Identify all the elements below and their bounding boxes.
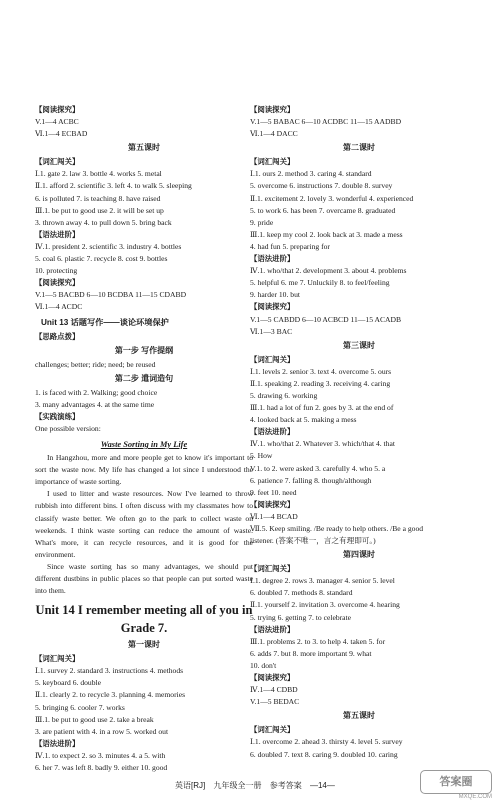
section-tag: 【阅读探究】 bbox=[35, 278, 80, 288]
lesson-heading: 第二课时 bbox=[343, 143, 375, 153]
section-tag: 【语法进阶】 bbox=[35, 738, 80, 748]
answer-line: Ⅱ.1. clearly 2. to recycle 3. planning 4. memories bbox=[35, 690, 186, 700]
section-tag: 【语法进阶】 bbox=[250, 427, 295, 437]
answer-line: Ⅲ.1. keep my cool 2. look back at 3. made a mess bbox=[250, 229, 403, 239]
answer-line: Ⅰ.1. degree 2. rows 3. manager 4. senior 5. level bbox=[250, 576, 395, 586]
lesson-heading: 第二步 遣词造句 bbox=[114, 373, 174, 383]
answer-line: 5. coal 6. plastic 7. recycle 8. cost 9. bottles bbox=[35, 254, 168, 264]
answer-line: Ⅶ.5. Keep smiling. /Be ready to help others. /Be a good bbox=[250, 524, 424, 533]
answer-line: Ⅲ.1. be put to good use 2. take a break bbox=[35, 714, 154, 724]
answer-line: 6. is polluted 7. is teaching 8. have raised bbox=[35, 193, 161, 203]
answer-line: 5. to work 6. has been 7. overcame 8. graduated bbox=[250, 205, 396, 215]
answer-line: 5. overcome 6. instructions 7. double 8. survey bbox=[250, 181, 393, 191]
section-tag: 【词汇闯关】 bbox=[250, 564, 295, 574]
answer-line: Ⅳ.1. who/that 2. development 3. about 4. problems bbox=[250, 266, 407, 276]
footer-subject: 英语[RJ] bbox=[175, 781, 206, 790]
section-tag: 【阅读探究】 bbox=[250, 499, 295, 509]
answer-line: 10. protecting bbox=[35, 266, 78, 276]
section-tag: 【词汇闯关】 bbox=[35, 157, 80, 167]
answer-line: V.1—5 CABDD 6—10 ACBCD 11—15 ACADB bbox=[250, 314, 402, 324]
answer-line: 6. doubled 7. methods 8. standard bbox=[250, 588, 353, 598]
section-tag: 【语法进阶】 bbox=[35, 229, 80, 239]
section-tag: 【阅读探究】 bbox=[250, 302, 295, 312]
answer-line: 6. adds 7. but 8. more important 9. what bbox=[250, 648, 372, 658]
section-tag: 【思路点拨】 bbox=[35, 331, 80, 341]
answer-line: 3. many advantages 4. at the same time bbox=[35, 399, 155, 409]
answer-line: Ⅲ.1. problems 2. to 3. to help 4. taken 5. for bbox=[250, 636, 386, 646]
answer-line: 9. feet 10. need bbox=[250, 487, 297, 497]
answer-line: 5. How bbox=[250, 451, 273, 461]
answer-line: V.1—4 ACBC bbox=[35, 117, 79, 127]
answer-line: Ⅰ.1. overcome 2. ahead 3. thirsty 4. level 5. survey bbox=[250, 737, 403, 747]
unit-heading: Unit 14 I remember meeting all of you in Grade 7. bbox=[35, 603, 253, 636]
answer-line: Ⅵ.1—4 BCAD bbox=[250, 511, 298, 521]
answer-line: 1. is faced with 2. Walking; good choice bbox=[35, 387, 158, 397]
lesson-heading: 第四课时 bbox=[343, 550, 375, 560]
answer-line: 5. trying 6. getting 7. to celebrate bbox=[250, 612, 352, 622]
lesson-heading: 第三课时 bbox=[343, 340, 375, 350]
right-column bbox=[250, 104, 468, 761]
answer-line: challenges; better; ride; need; be reused bbox=[35, 359, 156, 369]
section-tag: 【阅读探究】 bbox=[250, 673, 295, 683]
answer-line: 9. harder 10. but bbox=[250, 290, 300, 300]
footer-section: 参考答案 bbox=[269, 781, 302, 790]
answer-line: 5. drawing 6. working bbox=[250, 390, 318, 400]
answer-line: Ⅳ.1—4 CDBD bbox=[250, 685, 298, 695]
watermark-url: MXQE.COM bbox=[458, 794, 492, 800]
watermark-logo: 答案圈 bbox=[420, 770, 492, 794]
unit-heading: Unit 13 话题写作——谈论环境保护 bbox=[41, 317, 169, 327]
section-tag: 【词汇闯关】 bbox=[35, 654, 80, 664]
answer-line: Ⅱ.1. excitement 2. lovely 3. wonderful 4. experienced bbox=[250, 193, 414, 203]
lesson-heading: 第五课时 bbox=[128, 143, 160, 153]
lesson-heading: 第一步 写作提纲 bbox=[114, 345, 174, 355]
section-tag: 【语法进阶】 bbox=[250, 624, 295, 634]
answer-line: Ⅳ.1. to expect 2. so 3. minutes 4. a 5. with bbox=[35, 750, 166, 760]
section-tag: 【词汇闯关】 bbox=[250, 354, 295, 364]
answer-line: Ⅱ.1. speaking 2. reading 3. receiving 4. caring bbox=[250, 378, 391, 388]
answer-line: V.1—5 BACBD 6—10 BCDBA 11—15 CDABD bbox=[35, 290, 187, 300]
section-tag: 【阅读探究】 bbox=[35, 105, 80, 114]
answer-line: Ⅰ.1. gate 2. law 3. bottle 4. works 5. metal bbox=[35, 169, 162, 179]
answer-line: V.1—5 BABAC 6—10 ACDBC 11—15 AADBD bbox=[250, 117, 402, 127]
answer-line: 6. her 7. was left 8. badly 9. either 10. good bbox=[35, 763, 168, 773]
answer-line: Ⅰ.1. ours 2. method 3. caring 4. standard bbox=[250, 169, 372, 179]
answer-line: Ⅰ.1. levels 2. senior 3. text 4. overcome 5. ours bbox=[250, 366, 392, 376]
footer-page-number: —14— bbox=[309, 781, 335, 790]
answer-line: 9. pride bbox=[250, 217, 274, 227]
section-tag: 【语法进阶】 bbox=[250, 254, 295, 264]
essay-paragraph: Since waste sorting has so many advantages, we should put different dustbins in public places so that people can put sorted waste into them. bbox=[35, 561, 253, 596]
footer-grade: 九年级全一册 bbox=[213, 781, 262, 790]
answer-line: Ⅲ.1. be put to good use 2. it will be set up bbox=[35, 205, 164, 215]
section-tag: 【阅读探究】 bbox=[250, 105, 295, 114]
essay-paragraph: In Hangzhou, more and more people get to know it's important to sort the waste now. My life has changed a lot since I understood the importance of waste sorting. bbox=[35, 453, 253, 487]
answer-line: 3. thrown away 4. to pull down 5. bring back bbox=[35, 217, 172, 227]
essay-paragraph: I used to litter and waste resources. Now I've learned to throw rubbish into different bins. I often discuss with my classmates how to classify waste better. We often go to the park to collect waste on weekends. I think waste sorting can reduce the amount of waste. What's more, it can recycle resources, and it is good for the environment. bbox=[35, 489, 253, 559]
answer-line: 4. had fun 5. preparing for bbox=[250, 241, 330, 251]
answer-line: 6. patience 7. falling 8. though/although bbox=[250, 475, 372, 485]
lesson-heading: 第五课时 bbox=[343, 711, 375, 721]
answer-line: 6. doubled 7. text 8. caring 9. doubled 10. caring bbox=[250, 749, 398, 759]
answer-line: Ⅵ.1—4 ACDC bbox=[35, 302, 83, 312]
answer-line: Ⅱ.1. yourself 2. invitation 3. overcome 4. hearing bbox=[250, 600, 400, 610]
lesson-heading: 第一课时 bbox=[128, 640, 160, 650]
left-column bbox=[35, 104, 253, 774]
answer-line: V.1. to 2. were asked 3. carefully 4. who 5. a bbox=[250, 463, 386, 473]
answer-line: 5. bringing 6. cooler 7. works bbox=[35, 702, 125, 712]
answer-line: Ⅳ.1. president 2. scientific 3. industry 4. bottles bbox=[35, 241, 182, 251]
section-tag: 【实践演练】 bbox=[35, 411, 80, 421]
answer-line: listener. (答案不唯一，言之有理即可。) bbox=[250, 536, 376, 546]
answer-line: Ⅲ.1. had a lot of fun 2. goes by 3. at the end of bbox=[250, 403, 394, 413]
answer-line: 5. keyboard 6. double bbox=[35, 678, 102, 688]
answer-line: Ⅱ.1. afford 2. scientific 3. left 4. to walk 5. sleeping bbox=[35, 181, 192, 191]
answer-line: 5. helpful 6. me 7. Unluckily 8. to feel/feeling bbox=[250, 278, 390, 288]
answer-line: 4. looked back at 5. making a mess bbox=[250, 415, 357, 425]
answer-line: Ⅰ.1. survey 2. standard 3. instructions 4. methods bbox=[35, 666, 184, 676]
section-tag: 【词汇闯关】 bbox=[250, 157, 295, 167]
answer-line: 10. don't bbox=[250, 660, 277, 670]
answer-line: Ⅵ.1—3 BAC bbox=[250, 326, 293, 336]
answer-line: Ⅵ.1—4 ECBAD bbox=[35, 129, 88, 139]
answer-line: Ⅳ.1. who/that 2. Whatever 3. which/that 4. that bbox=[250, 439, 395, 449]
answer-line: Ⅵ.1—4 DACC bbox=[250, 129, 298, 139]
essay-title: Waste Sorting in My Life bbox=[100, 440, 188, 450]
page-footer bbox=[175, 780, 341, 791]
answer-line: 3. are patient with 4. in a row 5. worked out bbox=[35, 726, 169, 736]
section-tag: 【词汇闯关】 bbox=[250, 725, 295, 735]
answer-line: V.1—5 BEDAC bbox=[250, 697, 300, 707]
answer-line: One possible version: bbox=[35, 423, 101, 433]
